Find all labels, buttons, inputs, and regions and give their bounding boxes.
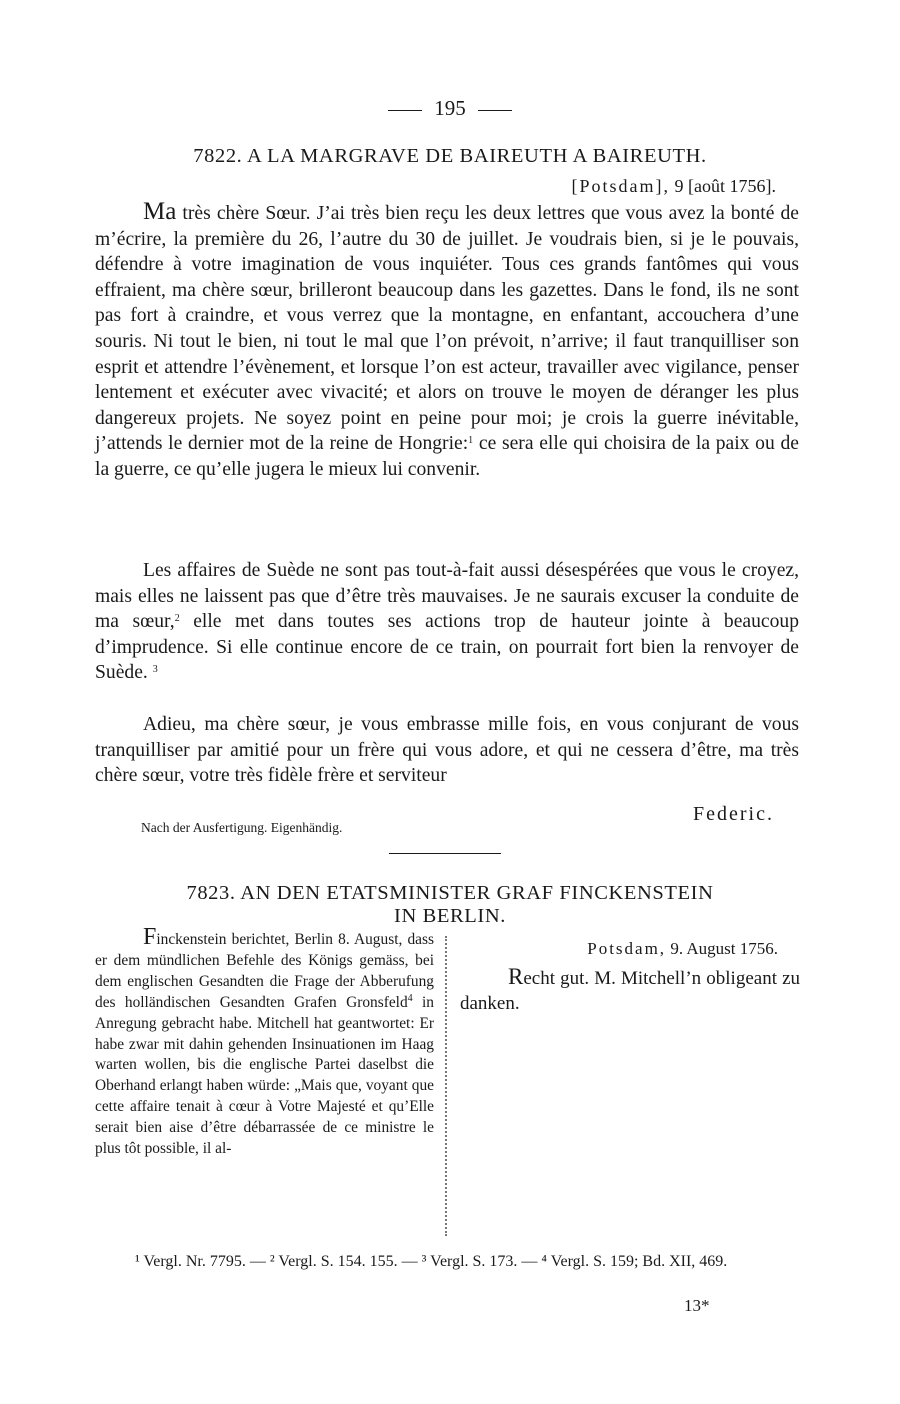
summary-initial: F [143,924,157,950]
paragraph-text-b: elle met dans toutes ses actions trop de hauteur jointe à beaucoup d’imprudence. Si elle continue encore de ce train, on pourrait fort bien la renvoyer de Suède. [95,611,800,684]
title-line-2: IN BERLIN. [394,905,506,927]
paragraph-text: Adieu, ma chère sœur, je vous embrasse mille fois, en vous conjurant de vous tranquilliser par amitié pour un frère qui vous adore, et qui ne cessera d’être, ma très chère sœur, votre très fidèle frère et serviteur [95,714,799,787]
resolution-initial: R [508,964,524,989]
paragraph-initial: Ma [143,198,177,225]
letter-7822-signature: Federic. [693,803,774,825]
footnote-ref-1: 1 [468,435,474,447]
header-rule-right [478,110,512,111]
paragraph-text-tail: ce sera elle qui choisira de la paix ou de la guerre, ce qu’elle jugera le mieux lui convenir. [95,433,799,480]
letter-separator [389,853,501,854]
resolution-date: 9. August 1756. [670,939,778,958]
summary-text-b: in Anregung gebracht habe. Mitchell hat geantwortet: Er habe zwar mit dahin gehenden Insinuationen im Haag warten wollen, bis die englische Partei daselbst die Oberhand erlangt haben würde: „Mais que, voyant que cette affaire tenait à cœur à Votre Majesté et qu’Elle serait bien aise d’être débarrassée de ce ministre le plus tôt possible, il al- [95,993,434,1158]
paragraph-text-a: Les affaires de Suède ne sont pas tout-à-fait aussi désespérées que vous le croyez, mais elles ne laissent pas que d’être très mauvaises. Je ne saurais excuser la conduite de ma sœur, [95,560,799,633]
resolution-place: Potsdam, [587,939,667,958]
column-divider [445,936,447,1236]
letter-7823-summary-column [95,924,434,1160]
letter-7823-resolution-column [460,938,800,1016]
dateline-date: 9 [août 1756]. [674,176,776,196]
letter-7822-paragraph-3 [95,712,799,789]
letter-7822-paragraph-1 [95,198,799,483]
footnotes: ¹ Vergl. Nr. 7795. — ² Vergl. S. 154. 155. — ³ Vergl. S. 173. — ⁴ Vergl. S. 159; Bd. XII, 469. [135,1253,728,1270]
title-line-1: 7823. AN DEN ETATSMINISTER GRAF FINCKENSTEIN [186,882,714,904]
letter-7823-title [95,882,805,928]
header-rule-left [388,110,422,111]
page-number: 195 [434,96,466,120]
summary-text-a: inckenstein berichtet, Berlin 8. August, dass er dem mündlichen Befehle des Königs gemäss, bei dem englischen Gesandten die Frage der Abberufung des holländischen Gesandten Grafen Gronsfeld [95,931,434,1011]
page-header [0,96,900,121]
resolution-body: echt gut. M. Mitchell’n obligeant zu danken. [460,968,800,1014]
letter-7822-title: 7822. A LA MARGRAVE DE BAIREUTH A BAIREUTH. [193,145,707,167]
letter-7822-dateline [572,176,776,197]
signature-mark: 13* [684,1296,710,1315]
dateline-place: [Potsdam], [571,176,671,196]
resolution-dateline [460,938,800,960]
footnote-ref-3: 3 [152,664,158,676]
resolution-text [460,964,800,1016]
paragraph-text: très chère Sœur. J’ai très bien reçu les deux lettres que vous avez la bonté de m’écrire, la première du 26, l’autre du 30 de juillet. Je voudrais bien, si je le pouvais, défendre à votre imagination de vous inquiéter. Tous ces grands fantômes qui vous effraient, ma chère sœur, brilleront beaucoup dans les gazettes. Dans le fond, ils ne sont pas fort à craindre, et vous verrez que la montagne, en enfantant, accouchera d’une souris. Ni tout le bien, ni tout le mal que l’on prévoit, n’arrive; il faut tranquilliser son esprit et attendre l’évènement, et lorsque l’on est acteur, travailler avec vigilance, penser lentement et exécuter avec vivacité; et alors on trouve le moyen de déranger les plus dangereux projets. Ne soyez point en peine pour moi; je crois la guerre inévitable, j’attends le dernier mot de la reine de Hongrie: [95,203,799,455]
footnote-ref-4: 4 [407,992,413,1004]
letter-7822-paragraph-2 [95,558,799,686]
footnote-ref-2: 2 [174,613,180,625]
letter-7822-source-note: Nach der Ausfertigung. Eigenhändig. [141,820,343,835]
